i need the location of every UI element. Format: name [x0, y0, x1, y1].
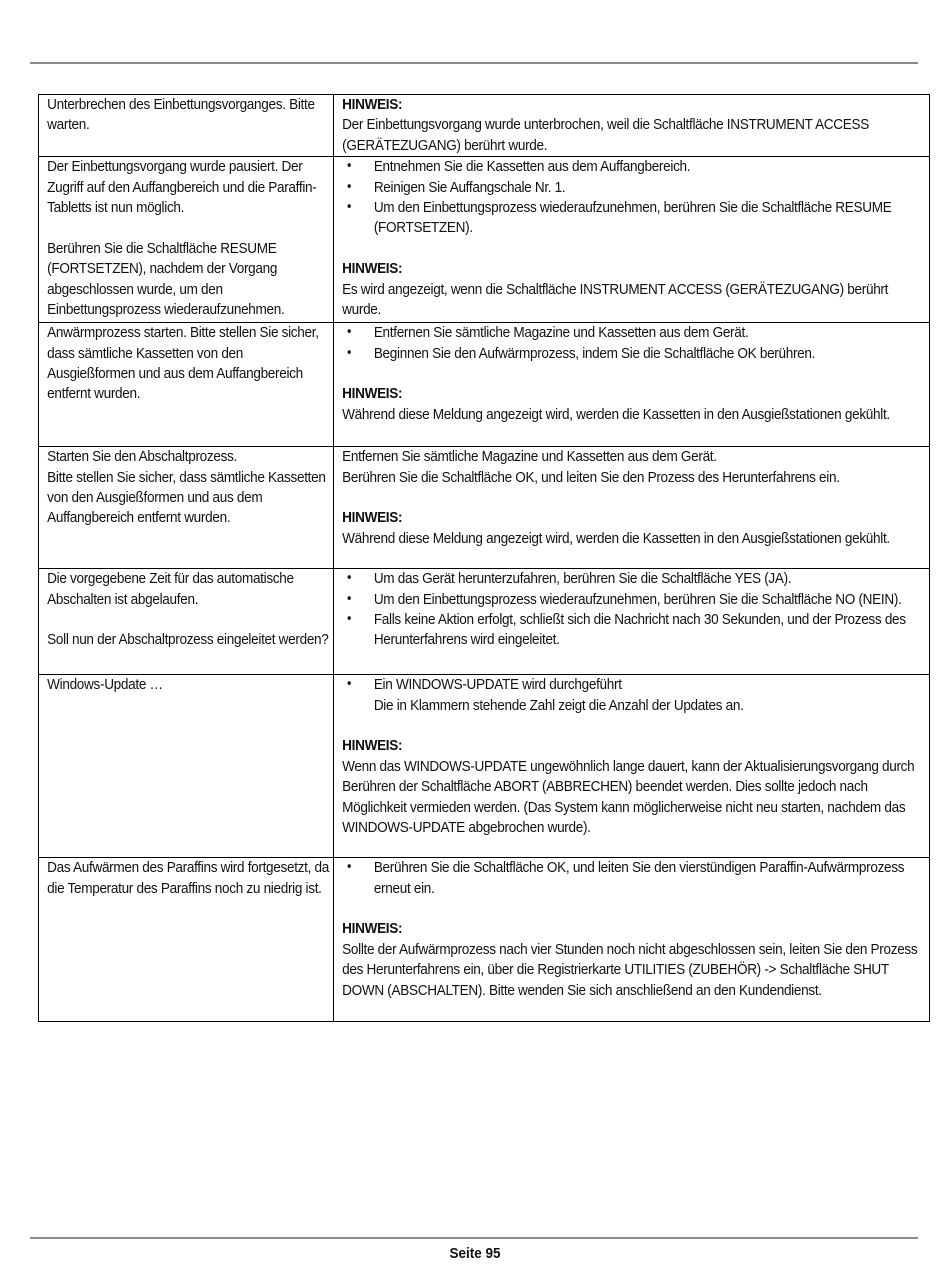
message-text: Soll nun der Abschaltprozess eingeleitet werden? [47, 631, 329, 649]
message-text: Der Einbettungsvorgang wurde pausiert. Der Zugriff auf den Auffangbereich und die Paraffin-Tabletts ist nun möglich. [47, 158, 317, 217]
page-number: Seite 95 [449, 1245, 501, 1262]
message-cell [39, 323, 334, 447]
note-text: Sollte der Aufwärmprozess nach vier Stunden noch nicht abgeschlossen sein, leiten Sie den Prozess des Herunterfahrens ein, über die Registrierkarte UTILITIES (ZUBEHÖR) -> Schaltfläche SHUT DOWN (ABSCHALTEN). Bitte wenden Sie sich anschließend an den Kundendienst. [342, 940, 918, 999]
footer-rule [30, 1237, 918, 1239]
action-list-item: • Beginnen Sie den Aufwärmprozess, indem Sie die Schaltfläche OK berühren. [342, 344, 929, 364]
message-cell [39, 95, 334, 157]
message-cell [39, 569, 334, 675]
table-row [39, 569, 930, 675]
table-row [39, 323, 930, 447]
note-heading: HINWEIS: [342, 260, 403, 278]
message-table [38, 94, 930, 1022]
message-text: Starten Sie den Abschaltprozess. [47, 448, 237, 466]
message-cell [39, 858, 334, 1022]
action-list-item: • Um den Einbettungsprozess wiederaufzunehmen, berühren Sie die Schaltfläche NO (NEIN). [342, 590, 929, 610]
action-cell [334, 569, 930, 675]
message-text: Die vorgegebene Zeit für das automatische Abschalten ist abgelaufen. [47, 570, 294, 608]
table-row [39, 157, 930, 323]
header-rule [30, 62, 918, 64]
action-cell [334, 95, 930, 157]
action-cell [334, 858, 930, 1022]
action-list-item: • Falls keine Aktion erfolgt, schließt sich die Nachricht nach 30 Sekunden, und der Prozess des Herunterfahrens wird eingeleitet. [342, 610, 929, 651]
message-text: Das Aufwärmen des Paraffins wird fortgesetzt, da die Temperatur des Paraffins noch zu niedrig ist. [47, 859, 329, 897]
note-text: Es wird angezeigt, wenn die Schaltfläche INSTRUMENT ACCESS (GERÄTEZUGANG) berührt wurde. [342, 280, 889, 319]
message-cell [39, 447, 334, 569]
action-text: Berühren Sie die Schaltfläche OK, und leiten Sie den Prozess des Herunterfahrens ein. [342, 468, 840, 486]
action-list-item: • Um den Einbettungsprozess wiederaufzunehmen, berühren Sie die Schaltfläche RESUME (FORTSETZEN). [342, 198, 929, 239]
action-list [342, 157, 929, 239]
action-list-item: • Entfernen Sie sämtliche Magazine und Kassetten aus dem Gerät. [342, 323, 929, 343]
note-text: Während diese Meldung angezeigt wird, werden die Kassetten in den Ausgießstationen gekühlt. [342, 529, 890, 547]
action-list-item: • Ein WINDOWS-UPDATE wird durchgeführt Die in Klammern stehende Zahl zeigt die Anzahl der Updates an. [342, 675, 929, 716]
action-cell [334, 157, 930, 323]
note-heading: HINWEIS: [342, 509, 403, 527]
action-cell [334, 323, 930, 447]
action-list [342, 675, 929, 716]
message-cell [39, 675, 334, 858]
action-list-item: • Um das Gerät herunterzufahren, berühren Sie die Schaltfläche YES (JA). [342, 569, 929, 589]
message-text: Unterbrechen des Einbettungsvorganges. Bitte warten. [47, 96, 315, 134]
action-text: Entfernen Sie sämtliche Magazine und Kassetten aus dem Gerät. [342, 448, 717, 466]
note-text: Während diese Meldung angezeigt wird, werden die Kassetten in den Ausgießstationen gekühlt. [342, 405, 890, 423]
message-text: Windows-Update … [47, 676, 163, 694]
note-heading: HINWEIS: [342, 96, 403, 113]
message-cell [39, 157, 334, 323]
action-list-item: • Reinigen Sie Auffangschale Nr. 1. [342, 178, 929, 198]
action-list [342, 858, 929, 899]
table-row [39, 447, 930, 569]
action-cell [334, 447, 930, 569]
message-text: Berühren Sie die Schaltfläche RESUME (FORTSETZEN), nachdem der Vorgang abgeschlossen wurde, um den Einbettungsprozess wiederaufzunehmen. [47, 239, 285, 319]
table-row [39, 858, 930, 1022]
message-text: Anwärmprozess starten. Bitte stellen Sie sicher, dass sämtliche Kassetten von den Ausgießformen und aus dem Auffangbereich entfernt wurden. [47, 324, 319, 403]
action-cell [334, 675, 930, 858]
note-heading: HINWEIS: [342, 385, 403, 403]
action-list-item: • Entnehmen Sie die Kassetten aus dem Auffangbereich. [342, 157, 929, 177]
note-heading: HINWEIS: [342, 737, 403, 755]
note-text: Der Einbettungsvorgang wurde unterbrochen, weil die Schaltfläche INSTRUMENT ACCESS (GERÄTEZUGANG) berührt wurde. [342, 116, 869, 154]
action-list [342, 323, 929, 364]
action-list [342, 569, 929, 651]
action-list-item: • Berühren Sie die Schaltfläche OK, und leiten Sie den vierstündigen Paraffin-Aufwärmprozess erneut ein. [342, 858, 929, 899]
note-heading: HINWEIS: [342, 920, 403, 938]
table-row [39, 675, 930, 858]
note-text: Wenn das WINDOWS-UPDATE ungewöhnlich lange dauert, kann der Aktualisierungsvorgang durch Berühren der Schaltfläche ABORT (ABBRECHEN) beendet werden. Dies sollte jedoch nach Möglichkeit vermieden werden. (Das System kann möglicherweise nicht neu starten, nachdem das WINDOWS-UPDATE abgebrochen wurde). [342, 757, 915, 837]
message-text: Bitte stellen Sie sicher, dass sämtliche Kassetten von den Ausgießformen und aus dem Auffangbereich entfernt wurden. [47, 468, 326, 527]
table-row [39, 95, 930, 157]
